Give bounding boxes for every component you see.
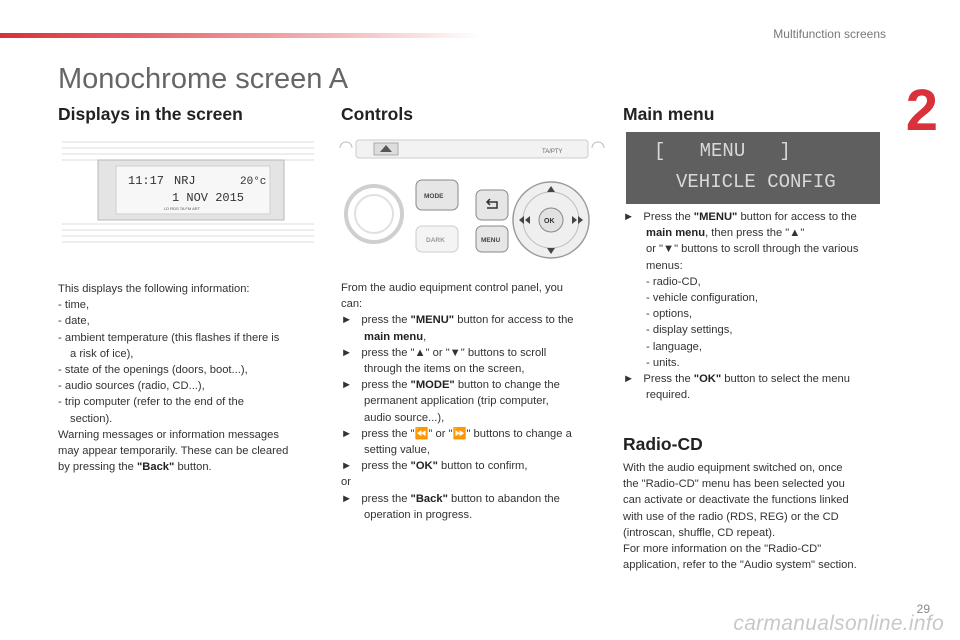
- main-menu-text: ► Press the "MENU" button for access to the main menu, then press the "▲" or "▼" buttons to scroll through the various menus: - radio-CD, - vehicle configuration, - options, - display settings, - language, - units. ► Press the "OK" button to select the menu required.: [623, 211, 859, 402]
- ta-pty-label: TA/PTY: [542, 149, 563, 155]
- heading-controls: Controls: [341, 104, 413, 124]
- page-title: Monochrome screen A: [58, 63, 349, 95]
- ok-button-label: OK: [544, 218, 555, 225]
- display-illustration: [58, 134, 318, 254]
- mode-button-label: MODE: [424, 193, 444, 200]
- page-number: 29: [916, 602, 930, 616]
- watermark: carmanualsonline.info: [733, 612, 944, 635]
- chapter-number: 2: [905, 78, 938, 143]
- controls-text: From the audio equipment control panel, you can: ► press the "MENU" button for access to the main menu, ► press the "▲" or "▼" buttons to scroll through the items on the screen, ► press the "MODE" button to change the permanent application (trip computer, audio source...), ► press the "⏪" or "⏩" buttons to change a setting value, ► press the "OK" button to confirm, or ► press the "Back" button to abandon the operation in progress.: [341, 282, 574, 521]
- radio-cd-text: With the audio equipment switched on, once the "Radio-CD" menu has been selected you can activate or deactivate the functions linked with use of the radio (RDS, REG) or the CD (introscan, shuffle, CD repeat). For more information on the "Radio-CD" application, refer to the "Audio system" section.: [623, 462, 857, 572]
- display-station: NRJ: [174, 174, 196, 188]
- heading-main-menu: Main menu: [623, 104, 715, 124]
- controls-illustration: [338, 134, 606, 260]
- header-accent-bar: [0, 33, 480, 38]
- lcd-line-2: VEHICLE CONFIG: [676, 171, 836, 193]
- display-temp: 20°c: [240, 176, 267, 188]
- displays-text: This displays the following information: - time, - date, - ambient temperature (this flashes if there is a risk of ice), - state of the openings (doors, boot...), - audio sources (radio, CD...), - trip computer (refer to the end of the section). Warning messages or information messages may appear temporarily. These can be cleared by pressing the "Back" button.: [58, 283, 289, 474]
- lcd-line-1: [ MENU ]: [654, 140, 791, 162]
- display-indicators: LD RDS TA FM ART: [164, 206, 201, 211]
- dark-button-label: DARK: [426, 237, 445, 244]
- display-time: 11:17: [128, 174, 165, 188]
- heading-displays: Displays in the screen: [58, 104, 243, 124]
- display-date: 1 NOV 2015: [172, 191, 245, 205]
- menu-button-label: MENU: [481, 237, 501, 244]
- menu-lcd-illustration: [626, 132, 880, 204]
- bullet-icon: ►: [341, 314, 353, 327]
- section-name: Multifunction screens: [773, 27, 886, 41]
- heading-radio-cd: Radio-CD: [623, 434, 703, 454]
